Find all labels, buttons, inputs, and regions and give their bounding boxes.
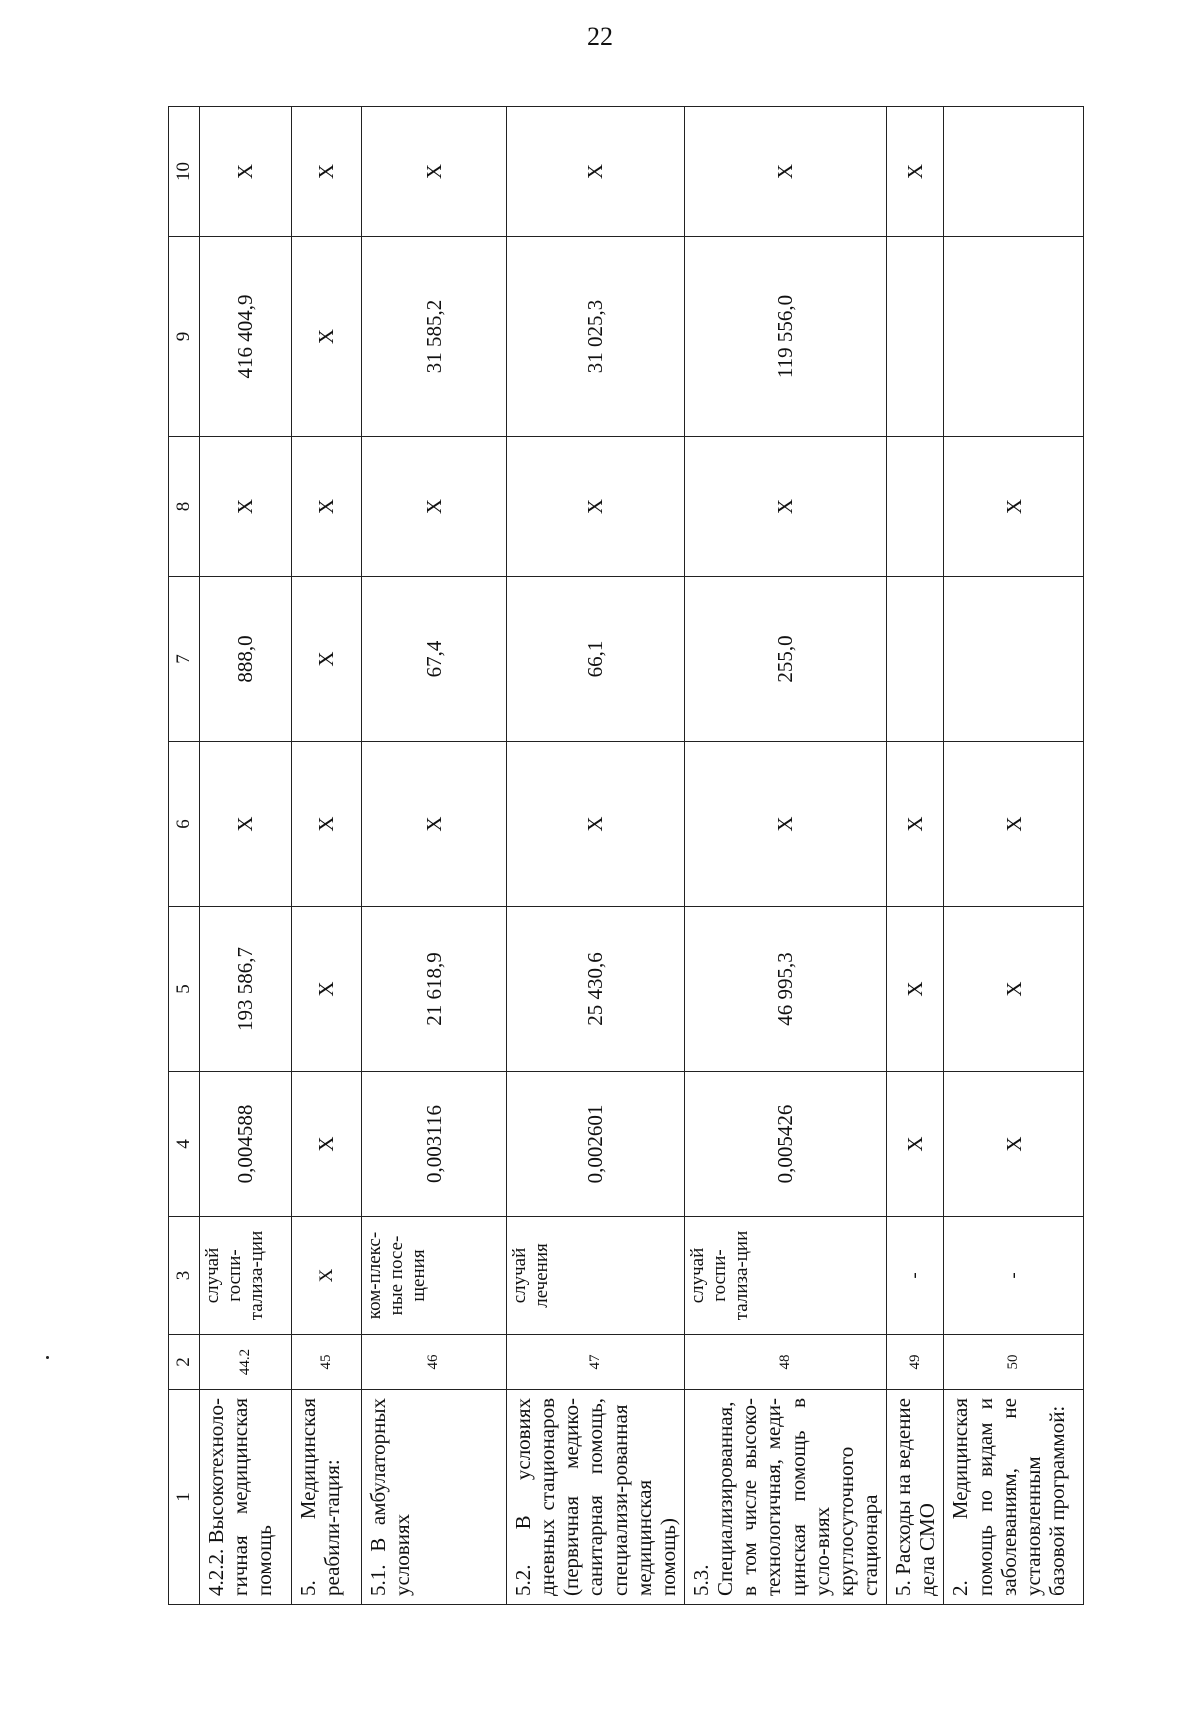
cell-c8: X (507, 437, 685, 577)
table-row (944, 107, 1084, 1605)
row-name: 5. Расходы на ведение дела СМО (887, 1390, 944, 1605)
table-row (684, 107, 886, 1605)
table-row (292, 107, 362, 1605)
cell-c10 (944, 107, 1084, 237)
col-header-1: 1 (169, 1390, 200, 1605)
data-table (168, 106, 1084, 1605)
cell-c5: 193 586,7 (200, 907, 292, 1072)
cell-c4: 0,005426 (684, 1072, 886, 1217)
page-number: 22 (587, 22, 613, 51)
cell-c4: X (944, 1072, 1084, 1217)
cell-c8: X (200, 437, 292, 577)
scan-dot (46, 1356, 49, 1359)
col-header-3: 3 (169, 1217, 200, 1335)
cell-c4: 0,003116 (362, 1072, 507, 1217)
table-row (507, 107, 685, 1605)
cell-c7: X (292, 577, 362, 742)
cell-c5: 46 995,3 (684, 907, 886, 1072)
cell-c10: X (292, 107, 362, 237)
row-number: 45 (292, 1335, 362, 1390)
row-unit: случай госпи-тализа-ции (684, 1217, 886, 1335)
cell-c6: X (507, 742, 685, 907)
cell-c7 (887, 577, 944, 742)
table-row (362, 107, 507, 1605)
col-header-7: 7 (169, 577, 200, 742)
cell-c7: 255,0 (684, 577, 886, 742)
cell-c10: X (362, 107, 507, 237)
cell-c8 (887, 437, 944, 577)
row-unit: X (292, 1217, 362, 1335)
col-header-4: 4 (169, 1072, 200, 1217)
row-name: 5.3. Специализированная, в том числе высоко-технологичная, меди-цинская помощь в усло-виях круглосуточного стационара (684, 1390, 886, 1605)
col-header-6: 6 (169, 742, 200, 907)
col-header-10: 10 (169, 107, 200, 237)
cell-c8: X (684, 437, 886, 577)
cell-c5: X (944, 907, 1084, 1072)
col-header-2: 2 (169, 1335, 200, 1390)
cell-c4: 0,002601 (507, 1072, 685, 1217)
cell-c9 (944, 237, 1084, 437)
cell-c10: X (684, 107, 886, 237)
row-name: 4.2.2. Высокотехноло-гичная медицинская помощь (200, 1390, 292, 1605)
cell-c6: X (887, 742, 944, 907)
cell-c7: 67,4 (362, 577, 507, 742)
cell-c8: X (362, 437, 507, 577)
cell-c9: X (292, 237, 362, 437)
cell-c5: X (292, 907, 362, 1072)
cell-c5: X (887, 907, 944, 1072)
cell-c10: X (887, 107, 944, 237)
cell-c4: X (292, 1072, 362, 1217)
cell-c9 (887, 237, 944, 437)
table-row (887, 107, 944, 1605)
cell-c10: X (200, 107, 292, 237)
row-unit: - (887, 1217, 944, 1335)
cell-c9: 31 025,3 (507, 237, 685, 437)
cell-c4: X (887, 1072, 944, 1217)
cell-c7: 888,0 (200, 577, 292, 742)
cell-c6: X (292, 742, 362, 907)
row-unit: ком-плекс-ные посе-щения (362, 1217, 507, 1335)
cell-c6: X (684, 742, 886, 907)
col-header-9: 9 (169, 237, 200, 437)
cell-c6: X (200, 742, 292, 907)
cell-c4: 0,004588 (200, 1072, 292, 1217)
row-unit: случай госпи-тализа-ции (200, 1217, 292, 1335)
cell-c9: 119 556,0 (684, 237, 886, 437)
row-number: 46 (362, 1335, 507, 1390)
cell-c6: X (362, 742, 507, 907)
row-unit: случай лечения (507, 1217, 685, 1335)
row-number: 47 (507, 1335, 685, 1390)
cell-c7 (944, 577, 1084, 742)
cell-c10: X (507, 107, 685, 237)
row-name: 5.1. В амбулаторных условиях (362, 1390, 507, 1605)
row-number: 44.2 (200, 1335, 292, 1390)
row-name: 2. Медицинская помощь по видам и заболеваниям, не установленным базовой программой: (944, 1390, 1084, 1605)
rotated-table-container (168, 107, 1080, 1605)
cell-c8: X (944, 437, 1084, 577)
cell-c9: 31 585,2 (362, 237, 507, 437)
row-number: 50 (944, 1335, 1084, 1390)
cell-c9: 416 404,9 (200, 237, 292, 437)
header-row (169, 107, 200, 1605)
table-row (200, 107, 292, 1605)
cell-c8: X (292, 437, 362, 577)
row-number: 49 (887, 1335, 944, 1390)
row-number: 48 (684, 1335, 886, 1390)
cell-c7: 66,1 (507, 577, 685, 742)
cell-c5: 25 430,6 (507, 907, 685, 1072)
col-header-5: 5 (169, 907, 200, 1072)
row-name: 5. Медицинская реабили-тация: (292, 1390, 362, 1605)
cell-c5: 21 618,9 (362, 907, 507, 1072)
cell-c6: X (944, 742, 1084, 907)
col-header-8: 8 (169, 437, 200, 577)
row-name: 5.2. В условиях дневных стационаров (первичная медико-санитарная помощь, специализи-рованная медицинская помощь) (507, 1390, 685, 1605)
row-unit: - (944, 1217, 1084, 1335)
